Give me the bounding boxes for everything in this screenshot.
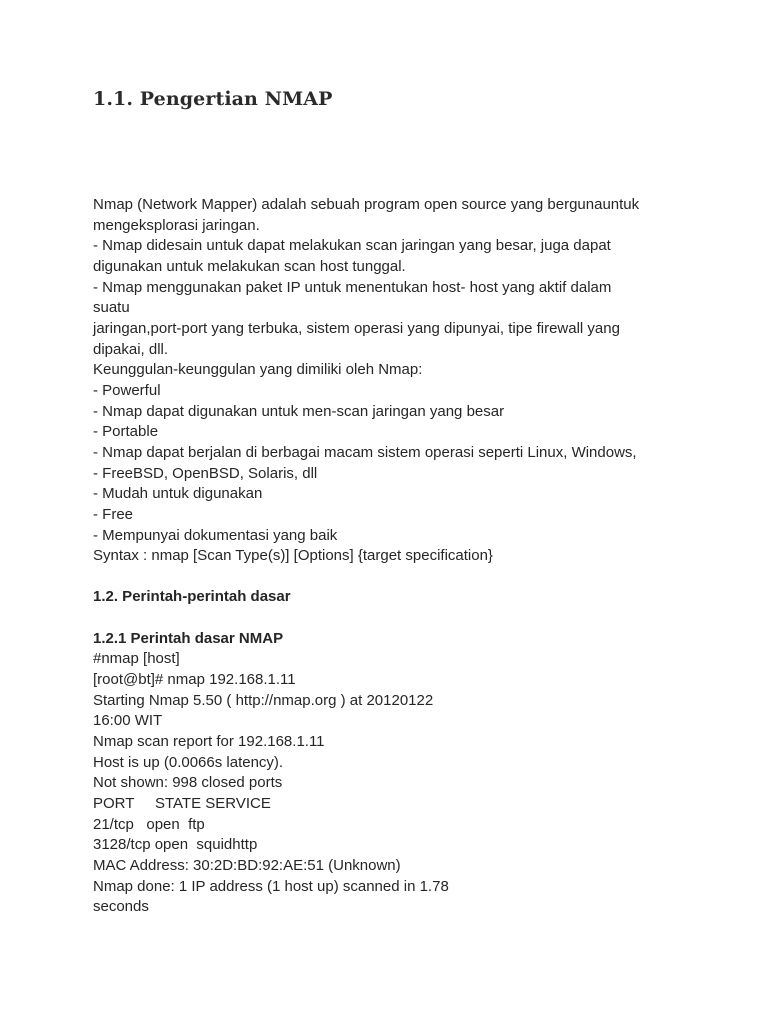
text-line: [root@bt]# nmap 192.168.1.11: [93, 671, 296, 689]
text-line: Keunggulan-keunggulan yang dimiliki oleh Nmap:: [93, 361, 423, 379]
text-line: - Mudah untuk digunakan: [93, 485, 263, 503]
text-line: Syntax : nmap [Scan Type(s)] [Options] {target specification}: [93, 547, 493, 565]
text-line: #nmap [host]: [93, 650, 180, 668]
blank-line: [93, 567, 693, 588]
text-line: MAC Address: 30:2D:BD:92:AE:51 (Unknown): [93, 856, 401, 874]
text-line: - Nmap dapat berjalan di berbagai macam sistem operasi seperti Linux, Windows,: [93, 443, 637, 461]
text-line: - Powerful: [93, 381, 161, 399]
text-line: - Nmap dapat digunakan untuk men-scan jaringan yang besar: [93, 402, 505, 420]
text-line: 16:00 WIT: [93, 712, 163, 730]
text-line: digunakan untuk melakukan scan host tunggal.: [93, 257, 406, 275]
text-line: jaringan,port-port yang terbuka, sistem operasi yang dipunyai, tipe firewall yang: [93, 319, 620, 337]
text-line: seconds: [93, 898, 149, 916]
text-line: Nmap done: 1 IP address (1 host up) scanned in 1.78: [93, 877, 449, 895]
section-heading: 1.1. Pengertian NMAP: [93, 88, 333, 110]
text-line: dipakai, dll.: [93, 340, 169, 358]
text-line: - FreeBSD, OpenBSD, Solaris, dll: [93, 464, 318, 482]
text-line: 3128/tcp open squidhttp: [93, 836, 258, 854]
text-line: Starting Nmap 5.50 ( http://nmap.org ) at 20120122: [93, 691, 434, 709]
subheading-line: 1.2.1 Perintah dasar NMAP: [93, 629, 284, 647]
text-line: Nmap scan report for 192.168.1.11: [93, 733, 325, 751]
text-line: PORT STATE SERVICE: [93, 795, 271, 812]
text-line: Nmap (Network Mapper) adalah sebuah program open source yang bergunauntuk: [93, 196, 640, 213]
subheading-line: 1.2. Perintah-perintah dasar: [93, 588, 291, 606]
blank-line: [93, 608, 693, 629]
text-line: mengeksplorasi jaringan.: [93, 216, 260, 234]
document-body: [93, 195, 693, 918]
text-line: - Nmap menggunakan paket IP untuk menentukan host- host yang aktif dalam: [93, 278, 612, 296]
text-line: suatu: [93, 299, 130, 317]
text-line: - Mempunyai dokumentasi yang baik: [93, 526, 338, 544]
text-line: - Free: [93, 505, 134, 523]
text-line: - Portable: [93, 423, 159, 441]
text-line: - Nmap didesain untuk dapat melakukan scan jaringan yang besar, juga dapat: [93, 237, 611, 255]
text-line: Not shown: 998 closed ports: [93, 774, 283, 792]
text-line: Host is up (0.0066s latency).: [93, 753, 284, 771]
text-line: 21/tcp open ftp: [93, 815, 205, 833]
